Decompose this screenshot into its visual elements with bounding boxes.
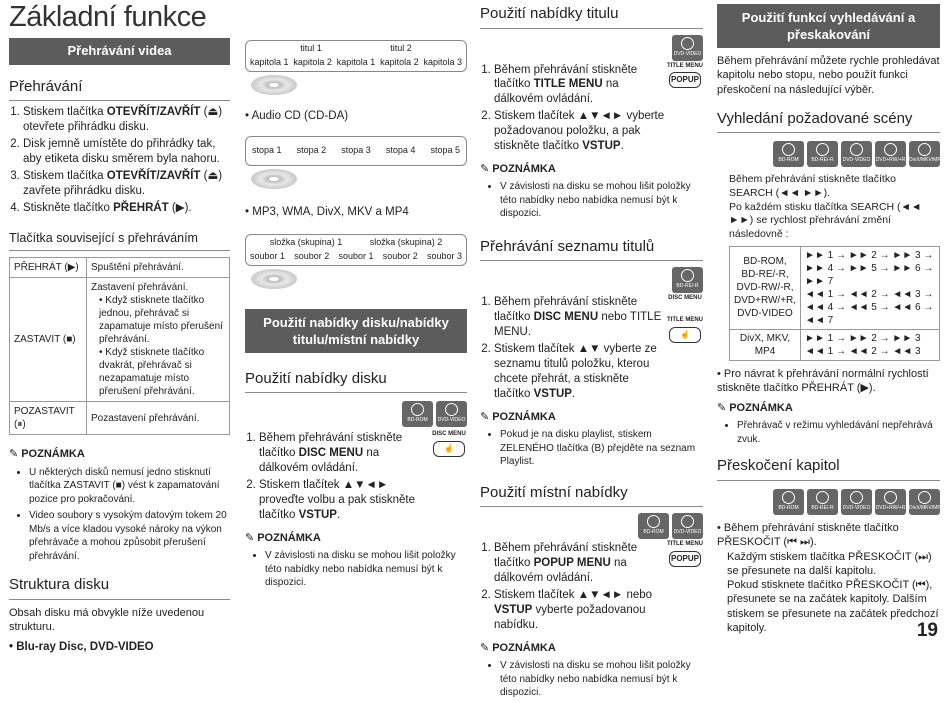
step-2: 2. Stiskem tlačítek ▲▼◄► nebo VSTUP vyberte požadovanou nabídku. [494, 588, 667, 633]
disc-type-icons [717, 141, 944, 167]
structure-diagram-bd: titul 1 titul 2 kapitola 1 kapitola 2 kapitola 1 kapitola 2 kapitola 3 [245, 40, 467, 72]
heading-buttons: Tlačítka související s přehráváním [9, 228, 230, 251]
pencil-icon: ✎ [245, 532, 255, 544]
dvd-video-icon: DVD-VIDEO [841, 489, 872, 515]
note-item: • Přehrávač v režimu vyhledávání nepřehrává zvuk. [737, 419, 940, 446]
table-key: ZASTAVIT (■) [10, 278, 87, 402]
bullet-mp3: • MP3, WMA, DivX, MKV a MP4 [245, 205, 409, 218]
bd-re-icon: BD-RE/-R [807, 489, 838, 515]
column-4 [717, 0, 944, 635]
section-bar-menus: Použití nabídky disku/nabídky titulu/místní nabídky [245, 309, 467, 353]
table-value: Spuštění přehrávání. [87, 258, 230, 278]
structure-diagram-files: složka (skupina) 1 složka (skupina) 2 soubor 1 soubor 2 soubor 1 soubor 2 soubor 3 [245, 234, 467, 266]
search-intro: Během přehrávání můžete rychle prohledávat kapitolu nebo stopu, nebo použít funkci přeskočení na následující výběr. [717, 55, 940, 96]
buttons-table [9, 257, 230, 435]
table-value: ►► 1 → ►► 2 → ►► 3 → ►► 4 → ►► 5 → ►► 6 → ►► 7 ◄◄ 1 → ◄◄ 2 → ◄◄ 3 → ◄◄ 4 → ◄◄ 5 → ◄◄ 6 → ◄◄ 7 [801, 246, 940, 329]
bd-rom-icon: BD-ROM [638, 513, 669, 539]
step-1: 1. Během přehrávání stiskněte tlačítko POPUP MENU na dálkovém ovládání. [494, 541, 667, 586]
heading-skip: Přeskočení kapitol [717, 454, 940, 481]
notes-list [9, 466, 230, 564]
page-number: 19 [916, 620, 938, 642]
note-item: • V závislosti na disku se mohou lišit položky této nabídky nebo nabídka nemusí být k dispozici. [500, 180, 703, 221]
table-key: DivX, MKV, MP4 [730, 329, 801, 360]
skip-text-3: Pokud stisknete tlačítko PŘESKOČIT (⏮), přesunete se na začátek kapitoly. Dalším stiskem se přesunete na začátek předchozí kapitoly. [727, 579, 939, 635]
step-1: 1. Stiskem tlačítka OTEVŘÍT/ZAVŘÍT (⏏) otevřete přihrádku disku. [23, 105, 230, 135]
remote-hand-icon: DISC MENU ☝ [431, 431, 467, 483]
notes-list [480, 659, 703, 700]
table-row [10, 278, 230, 402]
bd-rom-icon: BD-ROM [402, 401, 433, 427]
popup-menu-steps [480, 541, 703, 635]
table-key: POZASTAVIT (⏸) [10, 402, 87, 435]
structure-text: Obsah disku má obvykle níže uvedenou strukturu. [9, 606, 205, 633]
pencil-icon: ✎ [480, 641, 490, 654]
search-text-1: Během přehrávání stiskněte tlačítko SEARCH (◄◄ ►►). [729, 173, 896, 200]
note-item: • U některých disků nemusí jedno stisknutí tlačítka ZASTAVIT (■) vést k zapamatování pozice pro pokračování. [29, 466, 230, 507]
search-back-text: • Pro návrat k přehrávání normální rychlostí stiskněte tlačítko PŘEHRÁT (▶). [717, 367, 929, 394]
table-key: BD-ROM, BD-RE/-R, DVD-RW/-R, DVD+RW/+R, DVD-VIDEO [730, 246, 801, 329]
step-2: 2. Disk jemně umístěte do přihrádky tak, aby etiketa disku směrem byla nahoru. [23, 137, 230, 167]
notes-list [480, 180, 703, 221]
step-1: 1. Během přehrávání stiskněte tlačítko DISC MENU na dálkovém ovládání. [259, 431, 431, 476]
table-key: PŘEHRÁT (▶) [10, 258, 87, 278]
notes-list [480, 428, 703, 469]
heading-title-menu: Použití nabídky titulu [480, 2, 703, 29]
dvd-video-icon: DVD-VIDEO [841, 141, 872, 167]
pencil-icon: ✎ [9, 448, 19, 461]
note-heading: ✎ POZNÁMKA [245, 532, 321, 544]
heading-playback: Přehrávání [9, 75, 230, 102]
disc-type-icons [480, 35, 703, 61]
step-1: 1. Během přehrávání stiskněte tlačítko TITLE MENU na dálkovém ovládání. [494, 63, 667, 108]
disc-icon [251, 269, 297, 289]
step-1: 1. Během přehrávání stiskněte tlačítko DISC MENU nebo TITLE MENU. [494, 295, 667, 340]
note-item: • V závislosti na disku se mohou lišit položky této nabídky nebo nabídka nemusí být k dispozici. [265, 549, 467, 590]
pencil-icon: ✎ [480, 410, 490, 423]
note-item: • V závislosti na disku se mohou lišit položky této nabídky nebo nabídka nemusí být k dispozici. [500, 659, 703, 700]
section-bar-video: Přehrávání videa [9, 38, 230, 65]
remote-hand-icon: DISC MENU TITLE MENU ☝ [667, 295, 703, 347]
structure-bullet: • Blu-ray Disc, DVD-VIDEO [9, 641, 154, 654]
dvd-video-icon: DVD-VIDEO [436, 401, 467, 427]
disc-type-icons [480, 267, 703, 293]
note-item: • Pokud je na disku playlist, stiskem ZELENÉHO tlačítka (B) přejděte na seznam Playlist. [500, 428, 703, 469]
note-heading: ✎ POZNÁMKA [717, 402, 793, 415]
dvd-rw-icon: DVD+RW/+R [875, 141, 906, 167]
disc-icon [251, 75, 297, 95]
note-heading: ✎ POZNÁMKA [480, 641, 556, 654]
pencil-icon: ✎ [717, 402, 727, 415]
skip-text-2: Každým stiskem tlačítka PŘESKOČIT (⏭) se přesunete na další kapitolu. [727, 550, 932, 577]
note-heading: ✎ POZNÁMKA [480, 410, 556, 423]
disc-type-icons [717, 489, 944, 515]
column-2 [245, 0, 467, 593]
step-4: 4. Stiskněte tlačítko PŘEHRÁT (▶). [23, 201, 230, 216]
note-heading: ✎ POZNÁMKA [480, 163, 556, 176]
bd-rom-icon: BD-ROM [773, 141, 804, 167]
dvd-video-icon: DVD-VIDEO [672, 35, 703, 61]
heading-search: Vyhledání požadované scény [717, 107, 940, 134]
pencil-icon: ✎ [480, 163, 490, 176]
disc-menu-steps [245, 431, 467, 525]
bullet-cd: • Audio CD (CD-DA) [245, 110, 349, 122]
disc-icon [251, 169, 297, 189]
divx-icon: DivX/MKV/MP4 [909, 489, 940, 515]
bd-re-icon: BD-RE/-R [807, 141, 838, 167]
note-item: • Video soubory s vysokým datovým tokem 20 Mb/s a více kladou vysoké nároky na výkon přehrávače a mohou způsobit přerušení přehrávání. [29, 509, 230, 563]
disc-type-icons [245, 401, 467, 427]
table-row [10, 258, 230, 278]
skip-text-1: • Během přehrávání stiskněte tlačítko PŘESKOČIT (⏮ ⏭). [717, 521, 899, 549]
step-3: 3. Stiskem tlačítka OTEVŘÍT/ZAVŘÍT (⏏) zavřete přihrádku disku. [23, 169, 230, 199]
divx-icon: DivX/MKV/MP4 [909, 141, 940, 167]
step-2: 2. Stiskem tlačítek ▲▼◄► proveďte volbu a pak stiskněte tlačítko VSTUP. [259, 478, 431, 523]
heading-disc-menu: Použití nabídky disku [245, 367, 467, 394]
search-text-2: Po každém stisku tlačítka SEARCH (◄◄ ►►) se rychlost přehrávání změní následovně : [729, 200, 922, 240]
title-list-steps [480, 295, 703, 404]
heading-title-list: Přehrávání seznamu titulů [480, 235, 703, 262]
step-2: 2. Stiskem tlačítek ▲▼ vyberte ze seznamu titulů položku, kterou chcete přehrát, a stiskněte tlačítko VSTUP. [494, 342, 667, 402]
notes-list [717, 419, 940, 446]
structure-diagram-cd: stopa 1 stopa 2 stopa 3 stopa 4 stopa 5 [245, 136, 467, 166]
step-2: 2. Stiskem tlačítek ▲▼◄► vyberte požadovanou položku, a pak stiskněte tlačítko VSTUP. [494, 109, 667, 154]
page-title: Základní funkce [9, 1, 207, 33]
bd-rom-icon: BD-ROM [773, 489, 804, 515]
dvd-video-icon: DVD-VIDEO [672, 513, 703, 539]
table-row [730, 246, 940, 329]
table-value: ►► 1 → ►► 2 → ►► 3 ◄◄ 1 → ◄◄ 2 → ◄◄ 3 [801, 329, 940, 360]
search-speed-table [729, 246, 940, 361]
remote-hand-icon: TITLE MENU POPUP [667, 541, 703, 593]
dvd-rw-icon: DVD+RW/+R [875, 489, 906, 515]
table-value: Zastavení přehrávání. • Když stisknete tlačítko jednou, přehrávač si zapamatuje místo přerušení přehrávání. • Když stisknete tlačítko dvakrát, přehrávač si nezapamatuje místo přerušení přehrávání. [87, 278, 230, 402]
bd-re-icon: BD-RE/-R [672, 267, 703, 293]
playback-steps [9, 105, 230, 216]
notes-list [245, 549, 467, 590]
note-heading: ✎ POZNÁMKA [9, 448, 85, 461]
column-3 [480, 0, 703, 703]
heading-popup-menu: Použití místní nabídky [480, 481, 703, 508]
remote-hand-icon: TITLE MENU POPUP [667, 63, 703, 115]
heading-structure: Struktura disku [9, 573, 230, 600]
section-bar-search: Použití funkcí vyhledávání a přeskakování [717, 4, 940, 48]
column-1 [9, 0, 230, 655]
table-value: Pozastavení přehrávání. [87, 402, 230, 435]
table-row [730, 329, 940, 360]
title-menu-steps [480, 63, 703, 157]
disc-type-icons [480, 513, 703, 539]
table-row [10, 402, 230, 435]
